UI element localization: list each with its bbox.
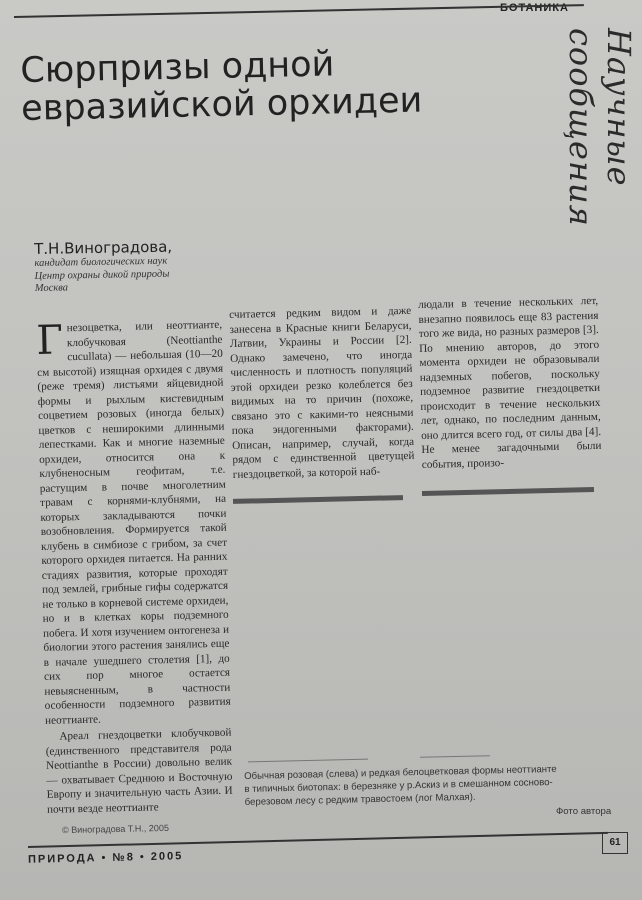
top-rule bbox=[14, 4, 584, 18]
author-block bbox=[34, 236, 255, 295]
text-column-1 bbox=[36, 318, 233, 817]
column-3-text: людали в течение нескольких лет, внезапно появилось еще 83 растения того же вида, но разных размеров [3]. По мнению авторов, до этого момента орхидеи не образовывали надземных побегов, поскольку подземное развитие гнездоцветки происходит в течение нескольких лет, однако, по последним данным, оно длится всего год, от силы два [4]. Не менее загадочными были события, произо- bbox=[418, 294, 602, 471]
footer-rule bbox=[28, 832, 608, 848]
drop-cap: Г bbox=[35, 317, 64, 364]
journal-footer: ПРИРОДА • №8 • 2005 bbox=[27, 850, 184, 866]
section-label: БОТАНИКА bbox=[500, 2, 569, 14]
paragraph-2: Ареал гнездоцветки клобучковой (единственного представителя рода Neottianthe в России) довольно велик — охватывает Среднюю и Восточную Европу и значительную часть Азии. И почти везде неоттианте bbox=[45, 726, 233, 816]
title-line-2: евразийской орхидеи bbox=[20, 80, 423, 129]
copyright: © Виноградова Т.Н., 2005 bbox=[61, 822, 169, 836]
paragraph-1 bbox=[36, 318, 231, 728]
caption-rule bbox=[248, 759, 368, 763]
photo-credit: Фото автора bbox=[556, 806, 612, 817]
photo-border-right bbox=[422, 487, 594, 496]
caption-rule bbox=[420, 755, 490, 758]
column-2-text: считается редким видом и даже занесена в Красные книги Беларуси, Латвии, Украины и России [2]. Однако замечено, что иногда численность и плотность популяций этой орхидеи резко колеблется без видимых на то причин (похоже, связано это с какими-то неясными пока эндогенными факторами). Описан, например, случай, когда рядом с единственной цветущей гнездоцветкой, за которой наб- bbox=[229, 304, 415, 481]
text-column-3 bbox=[418, 294, 602, 472]
caption-line-3: березовом лесу с редким травостоем (лог Малхая). bbox=[244, 791, 476, 808]
title-line-1: Сюрпризы одной bbox=[19, 44, 335, 91]
photo-area-blank bbox=[233, 502, 595, 750]
author-affiliation: Центр охраны дикой природы bbox=[34, 268, 170, 282]
caption-line-2: в типичных биотопах: в березняке у р.Аскиз и в смешанном сосново- bbox=[244, 777, 553, 795]
rubric-vertical: Научные сообщения bbox=[562, 28, 638, 227]
paragraph-1-text: незоцветка, или неоттианте, клобучковая (Neottianthe cucullata) — небольшая (10—20 см высотой) изящная орхидея с двумя (реже тремя) листьями яйцевидной формы и рыхлым кистевидным соцветием розовых (иногда белых) цветков с неширокими длинными лепестками. Как и многие наземные орхидеи, относится она к клубненосным геофитам, т.е. растущим в почве многолетним травам с корнями-клубнями, на которых закладываются почки возобновления. Формируется такой клубень в симбиозе с грибом, за счет которого орхидея питается. На ранних стадиях развития, которые проходят под землей, грибные гифы содержатся не только в корневой системе орхидеи, но и в клетках коры подземного побега. И хотя изучением онтогенеза и биологии этого растения занялись еще в начале ушедшего столетия [1], до сих пор многое остается невыясненным, в частности особенности подземного развития неоттианте. bbox=[37, 318, 231, 727]
text-column-2 bbox=[229, 304, 415, 482]
author-city: Москва bbox=[34, 282, 69, 294]
caption-line-1: Обычная розовая (слева) и редкая белоцветковая формы неоттианте bbox=[244, 763, 557, 782]
page-number: 61 bbox=[602, 832, 628, 854]
author-name: Т.Н.Виноградова, bbox=[34, 237, 173, 258]
author-degree: кандидат биологических наук bbox=[34, 255, 168, 269]
photo-caption bbox=[244, 762, 615, 809]
article-title bbox=[20, 43, 451, 128]
